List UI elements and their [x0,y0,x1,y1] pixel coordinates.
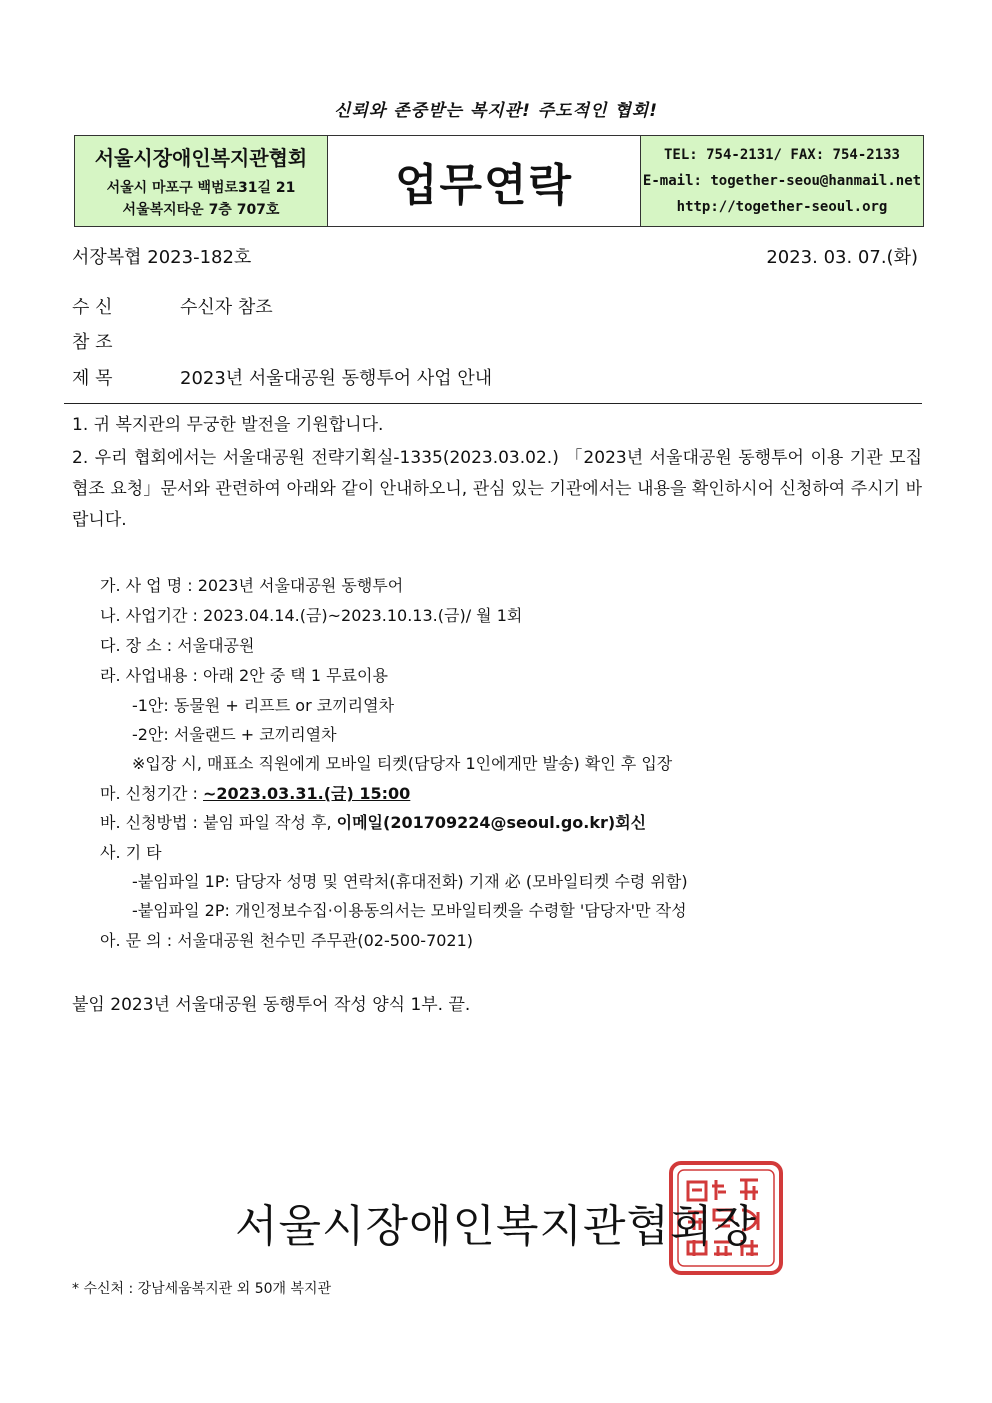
item-sa: 사. 기 타 [100,843,162,862]
email: E-mail: together-seou@hanmail.net [642,173,922,189]
recipient-value: 수신자 참조 [180,297,273,318]
paragraph-1: 1. 귀 복지관의 무궁한 발전을 기원합니다. [72,415,384,435]
address-line-2: 서울복지타운 7층 707호 [122,201,280,218]
item-ma [100,781,410,804]
item-ra-option-1: -1안: 동물원 + 리프트 or 코끼리열차 [132,696,395,715]
item-ga: 가. 사 업 명 : 2023년 서울대공원 동행투어 [100,576,404,595]
item-ma-label: 마. 신청기간 : [100,784,204,803]
website: http://together-seoul.org [676,199,888,215]
doc-date: 2023. 03. 07.(화) [766,247,918,268]
reference-label: 참 조 [72,332,113,353]
item-sa-2: -붙임파일 2P: 개인정보수집·이용동의서는 모바일티켓을 수령할 '담당자'만 작성 [132,901,687,920]
item-ma-deadline: ~2023.03.31.(금) 15:00 [203,784,411,803]
item-ba-email: 이메일(201709224@seoul.go.kr)회신 [336,813,647,832]
tel-fax: TEL: 754-2131/ FAX: 754-2133 [663,147,900,163]
letterhead [74,135,924,227]
item-sa-1: -붙임파일 1P: 담당자 성명 및 연락처(휴대전화) 기재 必 (모바일티켓 수령 위함) [132,872,688,891]
recipients-footer: * 수신처 : 강남세움복지관 외 50개 복지관 [72,1281,332,1297]
item-ra-note: ※입장 시, 매표소 직원에게 모바일 티켓(담당자 1인에게만 발송) 확인 후 입장 [132,754,673,773]
subject-value: 2023년 서울대공원 동행투어 사업 안내 [180,368,493,389]
subject-label: 제 목 [72,368,113,389]
doc-title: 업무연락 [394,160,573,211]
slogan: 신뢰와 존중받는 복지관! 주도적인 협회! [334,101,658,121]
divider [64,403,922,404]
item-ra: 라. 사업내용 : 아래 2안 중 택 1 무료이용 [100,666,388,685]
signer-title: 서울시장애인복지관협회장 [234,1201,758,1252]
contact-info [641,136,923,226]
address-line-1: 서울시 마포구 백범로31길 21 [106,179,296,196]
item-ra-option-2: -2안: 서울랜드 + 코끼리열차 [132,725,337,744]
item-na: 나. 사업기간 : 2023.04.14.(금)~2023.10.13.(금)/ 월 1회 [100,606,523,625]
paragraph-2: 2. 우리 협회에서는 서울대공원 전략기획실-1335(2023.03.02.) 「2023년 서울대공원 동행투어 이용 기관 모집 협조 요청」문서와 관련하여 아래와 같이 안내하오니, 관심 있는 기관에서는 내용을 확인하시어 신청하여 주시기 바랍니다. [72,448,922,530]
item-a: 아. 문 의 : 서울대공원 천수민 주무관(02-500-7021) [100,931,474,950]
doc-type [328,136,641,226]
item-ba [100,810,646,833]
doc-number: 서장복협 2023-182호 [72,247,252,268]
org-info [75,136,328,226]
recipient-label: 수 신 [72,297,113,318]
org-name: 서울시장애인복지관협회 [94,145,308,170]
attachment-line: 붙임 2023년 서울대공원 동행투어 작성 양식 1부. 끝. [72,995,471,1015]
item-da: 다. 장 소 : 서울대공원 [100,636,255,655]
item-ba-label: 바. 신청방법 : 붙임 파일 작성 후, [100,813,337,832]
